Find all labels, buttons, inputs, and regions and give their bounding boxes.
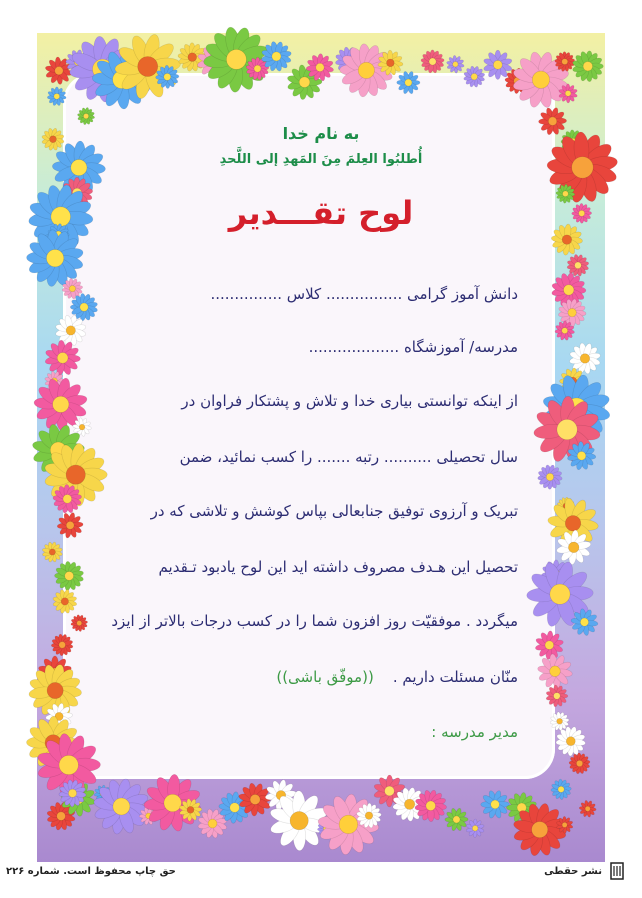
body-line-1: از اینکه توانستی بیاری خدا و تلاش و پشتکار فراوان در	[181, 392, 518, 410]
body-line-4: تحصیل این هـدف مصروف داشته اید این لوح یادبود تـقدیم	[158, 558, 518, 576]
school-line: مدرسه/ آموزشگاه ...................	[308, 338, 518, 356]
body-line-3: تبریک و آرزوی توفیق جنابعالی بپاس کوشش و تلاشی که در	[150, 502, 518, 520]
publisher-name: نشر حقطی	[544, 866, 602, 877]
closing-text: منّان مسئلت داریم .	[392, 668, 518, 686]
student-line: دانش آموز گرامی ................ کلاس ...............	[210, 285, 518, 303]
body-line-2: سال تحصیلی .......... رتبه ....... را کسب نمائید، ضمن	[179, 448, 518, 466]
wish-text: ((موفّق باشی))	[276, 668, 374, 686]
body-line-6	[276, 668, 518, 686]
hadith-line: أُطلبُوا العِلمَ مِنَ المَهدِ إلی اللَّحدِ	[219, 152, 423, 167]
copyright-notice: حق چاپ محفوظ است. شماره ۲۲۶	[6, 866, 176, 877]
body-line-5: میگردد . موفقیّت روز افزون شما را در کسب درجات بالاتر از ایزد	[111, 612, 518, 630]
bismillah-heading: به نام خدا	[282, 124, 360, 143]
school-manager-label: مدیر مدرسه :	[431, 723, 518, 741]
certificate-title: لوح تقـــدیر	[228, 194, 414, 232]
publisher-logo-icon	[610, 862, 624, 880]
